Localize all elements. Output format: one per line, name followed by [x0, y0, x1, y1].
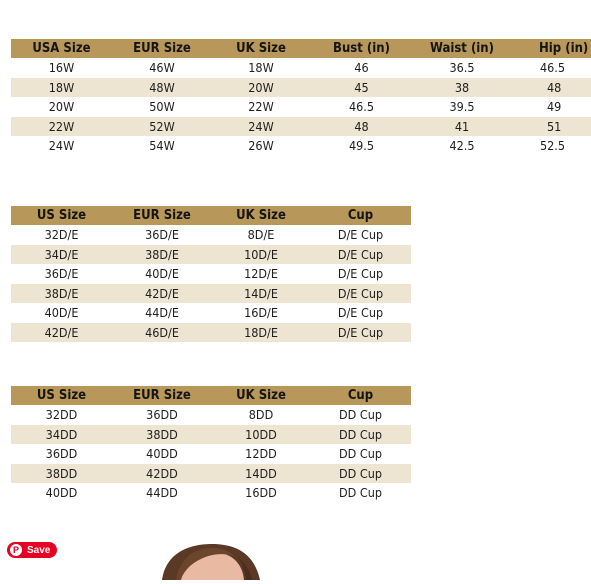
table-cell: 41: [413, 117, 511, 137]
table-cell: 45: [310, 78, 413, 98]
table-row: [11, 323, 411, 343]
table-cell: 16D/E: [212, 303, 310, 323]
col-eur-size: EUR Size: [112, 39, 212, 58]
table-row: [11, 136, 591, 156]
col-us-size: US Size: [11, 206, 112, 225]
table-row: [11, 303, 411, 323]
table-cell: D/E Cup: [310, 225, 411, 245]
table-cell: 46: [310, 58, 413, 78]
table-cell: 14D/E: [212, 284, 310, 304]
table-cell: 12DD: [212, 444, 310, 464]
table-row: [11, 264, 411, 284]
pinterest-icon: P: [10, 544, 22, 556]
table-cell: 36.5: [413, 58, 511, 78]
col-uk-size: UK Size: [212, 386, 310, 405]
col-eur-size: EUR Size: [112, 206, 212, 225]
table-cell: 38DD: [11, 464, 112, 484]
table-row: [11, 405, 411, 425]
table-row: [11, 284, 411, 304]
table-cell: 14DD: [212, 464, 310, 484]
table-cell: 38: [413, 78, 511, 98]
pinterest-save-button[interactable]: [7, 542, 57, 558]
table-row: [11, 58, 591, 78]
col-waist: Waist (in): [413, 39, 511, 58]
product-photo: [150, 538, 270, 580]
model-photo-image: [150, 538, 270, 580]
size-chart-plus: [11, 39, 591, 156]
table-cell: 20W: [212, 78, 310, 98]
table-cell: 42DD: [112, 464, 212, 484]
table-row: [11, 78, 591, 98]
table-cell: 40D/E: [11, 303, 112, 323]
col-eur-size: EUR Size: [112, 386, 212, 405]
table-cell: 22W: [11, 117, 112, 137]
table-cell: 36D/E: [112, 225, 212, 245]
table-cell: 34D/E: [11, 245, 112, 265]
table-cell: 49.5: [310, 136, 413, 156]
size-chart-dd-cup: [11, 386, 411, 503]
table-cell: DD Cup: [310, 464, 411, 484]
table-cell: 48: [310, 117, 413, 137]
col-hip: Hip (in): [511, 39, 591, 58]
table-cell: 18W: [11, 78, 112, 98]
table-cell: 24W: [11, 136, 112, 156]
table-cell: D/E Cup: [310, 323, 411, 343]
table-cell: 40DD: [112, 444, 212, 464]
table-cell: 26W: [212, 136, 310, 156]
table-cell: 54W: [112, 136, 212, 156]
col-us-size: US Size: [11, 386, 112, 405]
col-cup: Cup: [310, 206, 411, 225]
table-cell: 40DD: [11, 483, 112, 503]
table-cell: 42.5: [413, 136, 511, 156]
table-header-row: [11, 39, 591, 58]
table-cell: 36DD: [11, 444, 112, 464]
col-cup: Cup: [310, 386, 411, 405]
table-cell: 32D/E: [11, 225, 112, 245]
table-cell: 46W: [112, 58, 212, 78]
table-cell: 34DD: [11, 425, 112, 445]
size-chart-de-cup: [11, 206, 411, 342]
col-uk-size: UK Size: [212, 39, 310, 58]
table-cell: 52.5: [511, 136, 591, 156]
table-cell: 44D/E: [112, 303, 212, 323]
table-cell: 16W: [11, 58, 112, 78]
table-cell: 10D/E: [212, 245, 310, 265]
table-row: [11, 97, 591, 117]
table-cell: 16DD: [212, 483, 310, 503]
table-cell: 36DD: [112, 405, 212, 425]
table-cell: 20W: [11, 97, 112, 117]
col-uk-size: UK Size: [212, 206, 310, 225]
table-cell: 42D/E: [11, 323, 112, 343]
table-cell: DD Cup: [310, 425, 411, 445]
table-row: [11, 444, 411, 464]
table-cell: 18W: [212, 58, 310, 78]
table-cell: D/E Cup: [310, 284, 411, 304]
table-cell: 49: [511, 97, 591, 117]
table-cell: 8D/E: [212, 225, 310, 245]
table-cell: 12D/E: [212, 264, 310, 284]
table-cell: 36D/E: [11, 264, 112, 284]
table-cell: DD Cup: [310, 405, 411, 425]
table-cell: 38D/E: [11, 284, 112, 304]
table-header-row: [11, 206, 411, 225]
table-cell: 42D/E: [112, 284, 212, 304]
table-cell: 46D/E: [112, 323, 212, 343]
col-bust: Bust (in): [310, 39, 413, 58]
table-cell: 40D/E: [112, 264, 212, 284]
table-cell: 24W: [212, 117, 310, 137]
table-cell: 48W: [112, 78, 212, 98]
table-cell: 32DD: [11, 405, 112, 425]
table-cell: 51: [511, 117, 591, 137]
table-cell: DD Cup: [310, 483, 411, 503]
table-row: [11, 425, 411, 445]
table-cell: 48: [511, 78, 591, 98]
table-row: [11, 117, 591, 137]
table-cell: 50W: [112, 97, 212, 117]
table-cell: 38DD: [112, 425, 212, 445]
table-cell: 10DD: [212, 425, 310, 445]
table-cell: D/E Cup: [310, 245, 411, 265]
table-cell: D/E Cup: [310, 303, 411, 323]
table-cell: 8DD: [212, 405, 310, 425]
table-cell: 18D/E: [212, 323, 310, 343]
table-header-row: [11, 386, 411, 405]
table-cell: DD Cup: [310, 444, 411, 464]
col-usa-size: USA Size: [11, 39, 112, 58]
table-cell: 46.5: [310, 97, 413, 117]
table-cell: 39.5: [413, 97, 511, 117]
table-row: [11, 464, 411, 484]
table-cell: 38D/E: [112, 245, 212, 265]
table-row: [11, 245, 411, 265]
table-cell: 52W: [112, 117, 212, 137]
table-row: [11, 483, 411, 503]
table-cell: 44DD: [112, 483, 212, 503]
table-row: [11, 225, 411, 245]
table-cell: 22W: [212, 97, 310, 117]
table-cell: 46.5: [511, 58, 591, 78]
save-label: Save: [27, 544, 51, 556]
table-cell: D/E Cup: [310, 264, 411, 284]
